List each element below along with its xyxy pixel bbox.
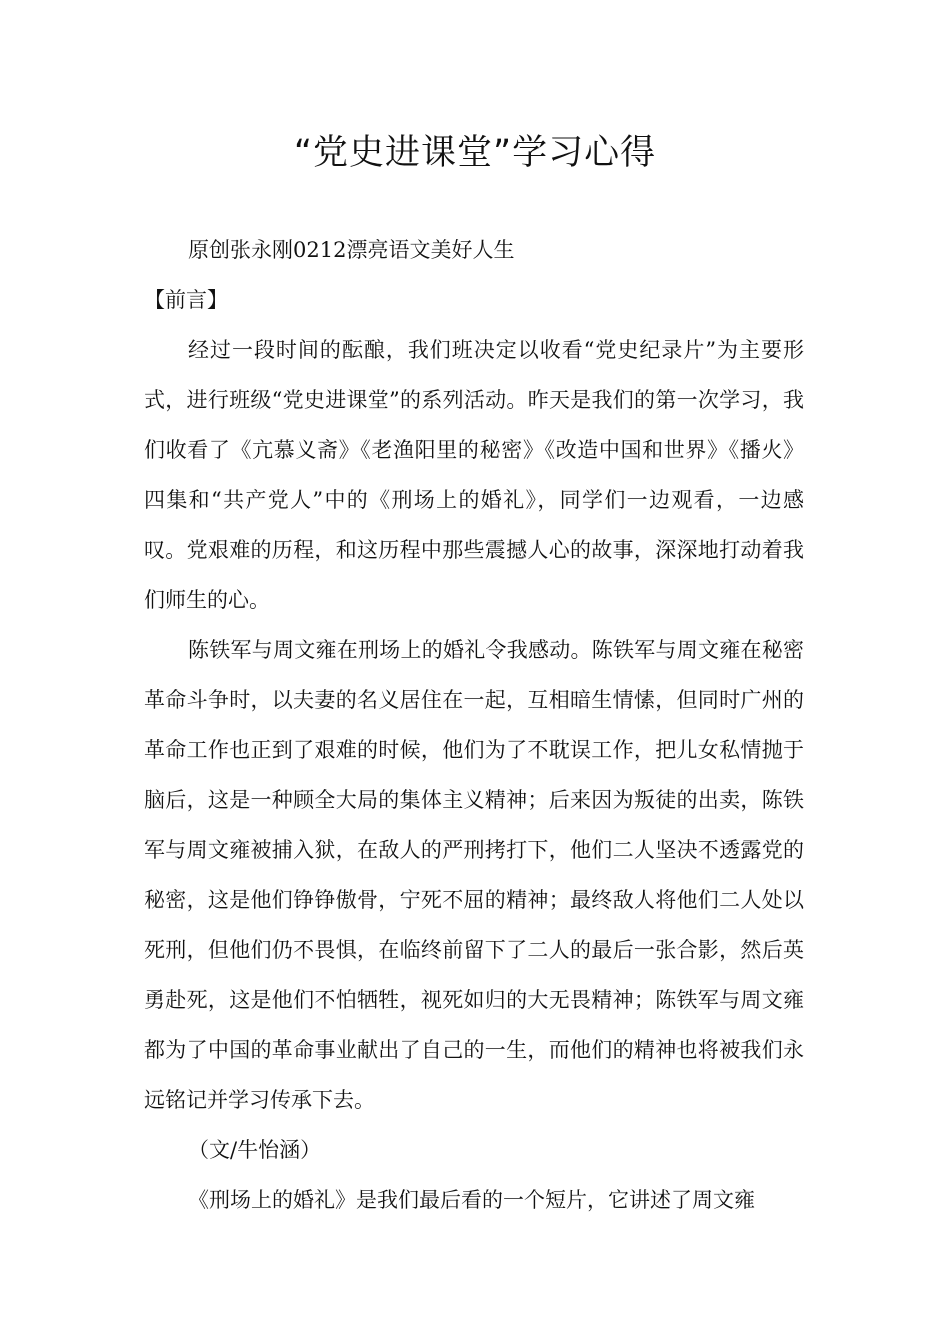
- paragraph-intro: 经过一段时间的酝酿，我们班决定以收看“党史纪录片”为主要形式，进行班级“党史进课堂”的系列活动。昨天是我们的第一次学习，我们收看了《亢慕义斋》《老渔阳里的秘密》《改造中国和世界》《播火》四集和“共产党人”中的《刑场上的婚礼》，同学们一边观看，一边感叹。党艰难的历程，和这历程中那些震撼人心的故事，深深地打动着我们师生的心。: [144, 338, 804, 612]
- paragraph-wedding: 《刑场上的婚礼》是我们最后看的一个短片，它讲述了周文雍: [188, 1188, 755, 1212]
- document-title: “党史进课堂”学习心得: [293, 133, 657, 173]
- author-line: （文/牛怡涵）: [188, 1138, 322, 1162]
- preface-heading: 【前言】: [144, 288, 228, 312]
- paragraph-chen-zhou: 陈铁军与周文雍在刑场上的婚礼令我感动。陈铁军与周文雍在秘密革命斗争时，以夫妻的名义居住在一起，互相暗生情愫，但同时广州的革命工作也正到了艰难的时候，他们为了不耽误工作，把儿女私情抛于脑后，这是一种顾全大局的集体主义精神；后来因为叛徒的出卖，陈铁军与周文雍被捕入狱，在敌人的严刑拷打下，他们二人坚决不透露党的秘密，这是他们铮铮傲骨，宁死不屈的精神；最终敌人将他们二人处以死刑，但他们仍不畏惧，在临终前留下了二人的最后一张合影，然后英勇赴死，这是他们不怕牺牲，视死如归的大无畏精神；陈铁军与周文雍都为了中国的革命事业献出了自己的一生，而他们的精神也将被我们永远铭记并学习传承下去。: [144, 638, 804, 1112]
- source-line: 原创张永刚0212漂亮语文美好人生: [188, 238, 515, 262]
- document-body: [144, 225, 804, 1225]
